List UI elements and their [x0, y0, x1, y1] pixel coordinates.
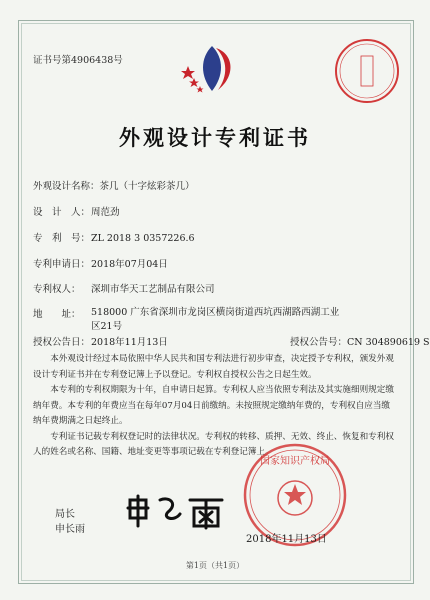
publication-number-row — [290, 334, 430, 348]
designer-value: 周范劲 — [91, 207, 120, 218]
design-name-row — [33, 178, 195, 192]
seal-text-top: 国家知识产权局 — [260, 456, 330, 467]
address-label-row — [33, 306, 91, 320]
designer-label: 设 计 人： — [33, 207, 91, 218]
paragraph-legal-status: 专利证书记载专利权登记时的法律状况。专利权的转移、质押、无效、终止、恢复和专利权人的姓名或名称、国籍、地址变更等事项记载在专利登记簿上。 — [33, 431, 394, 457]
owner-value: 深圳市华天工艺制品有限公司 — [91, 284, 215, 295]
grant-date-row — [33, 334, 168, 348]
design-name-label: 外观设计名称： — [33, 181, 100, 192]
publication-number-label: 授权公告号： — [290, 337, 348, 348]
address-value: 518000 广东省深圳市龙岗区横岗街道西坑西湖路西湖工业区21号 — [91, 307, 340, 332]
signatory-title: 局长 — [55, 509, 75, 520]
filing-date-row — [33, 256, 168, 270]
owner-label: 专利权人： — [33, 284, 81, 295]
signature-icon — [118, 478, 238, 538]
signatory-name: 申长雨 — [55, 524, 85, 535]
sipo-logo-icon — [172, 36, 252, 96]
grant-date-label: 授权公告日： — [33, 337, 91, 348]
issue-date: 2018年11月13日 — [246, 534, 327, 545]
owner-row — [33, 281, 215, 295]
patent-number-value: ZL 2018 3 0357226.6 — [91, 233, 195, 244]
page-title: 外观设计专利证书 — [119, 125, 311, 150]
publication-number-value: CN 304890619 S — [347, 337, 430, 348]
address-label: 地 址： — [33, 309, 81, 320]
paragraph-term: 本专利的专利权期限为十年，自申请日起算。专利权人应当依照专利法及其实施细则规定缴纳年费。本专利的年费应当在每年07月04日前缴纳。未按照规定缴纳年费的，专利权自应当缴纳年费期满之日起终止。 — [33, 385, 394, 426]
top-seal-icon — [332, 36, 402, 106]
design-name-value: 茶几（十字炫彩茶几） — [99, 181, 195, 192]
paragraph-grant: 本外观设计经过本局依照中华人民共和国专利法进行初步审查，决定授予专利权，颁发外观设计专利证书并在专利登记簿上予以登记。专利权自授权公告之日起生效。 — [33, 354, 394, 380]
grant-date-value: 2018年11月13日 — [91, 337, 168, 348]
patent-number-label: 专 利 号： — [33, 233, 91, 244]
designer-row — [33, 204, 120, 218]
filing-date-label: 专利申请日： — [33, 259, 91, 270]
filing-date-value: 2018年07月04日 — [91, 259, 168, 270]
certificate-number: 证书号第4906438号 — [33, 55, 123, 66]
page-footer: 第1页（共1页） — [185, 561, 245, 570]
patent-number-row — [33, 230, 195, 244]
